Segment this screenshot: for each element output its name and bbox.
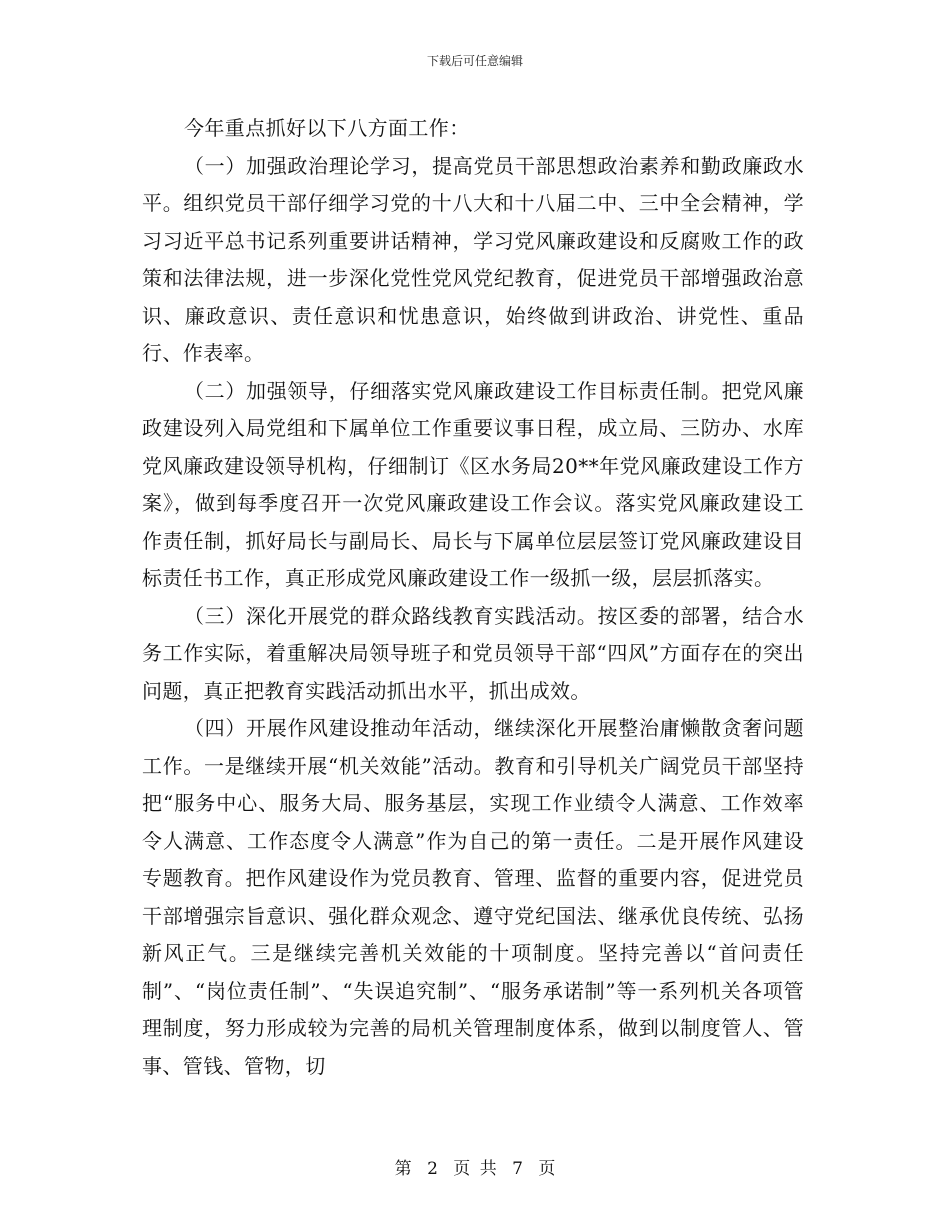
footer-prefix: 第	[394, 1159, 412, 1179]
page-footer	[0, 1154, 950, 1179]
footer-suffix: 页	[538, 1159, 556, 1179]
paragraph-4: （四）开展作风建设推动年活动，继续深化开展整治庸懒散贪奢问题工作。一是继续开展“机关效能”活动。教育和引导机关广阔党员干部坚持把“服务中心、服务大局、服务基层，实现工作业绩令人满意、工作效率令人满意、工作态度令人满意”作为自己的第一责任。二是开展作风建设专题教育。把作风建设作为党员教育、管理、监督的重要内容，促进党员干部增强宗旨意识、强化群众观念、遵守党纪国法、继承优良传统、弘扬新风正气。三是继续完善机关效能的十项制度。坚持完善以“首问责任制”、“岗位责任制”、“失误追究制”、“服务承诺制”等一系列机关各项管理制度，努力形成较为完善的局机关管理制度体系，做到以制度管人、管事、管钱、管物，切	[142, 716, 804, 1078]
footer-page-current: 2	[427, 1159, 438, 1179]
page-header: 下载后可任意编辑	[426, 54, 523, 68]
paragraph-2: （二）加强领导，仔细落实党风廉政建设工作目标责任制。把党风廉政建设列入局党组和下属单位工作重要议事日程，成立局、三防办、水库党风廉政建设领导机构，仔细制订《区水务局20**年党风廉政建设工作方案》，做到每季度召开一次党风廉政建设工作会议。落实党风廉政建设工作责任制，抓好局长与副局长、局长与下属单位层层签订党风廉政建设目标责任书工作，真正形成党风廉政建设工作一级抓一级，层层抓落实。	[142, 378, 804, 590]
paragraph-1: （一）加强政治理论学习，提高党员干部思想政治素养和勤政廉政水平。组织党员干部仔细学习党的十八大和十八届二中、三中全会精神，学习习近平总书记系列重要讲话精神，学习党风廉政建设和反腐败工作的政策和法律法规，进一步深化党性党风党纪教育，促进党员干部增强政治意识、廉政意识、责任意识和忧患意识，始终做到讲政治、讲党性、重品行、作表率。	[142, 153, 804, 365]
footer-middle: 页 共	[453, 1159, 497, 1179]
paragraph-3: （三）深化开展党的群众路线教育实践活动。按区委的部署，结合水务工作实际，着重解决局领导班子和党员领导干部“四风”方面存在的突出问题，真正把教育实践活动抓出水平，抓出成效。	[142, 603, 804, 703]
document-body	[142, 110, 804, 1085]
intro-paragraph: 今年重点抓好以下八方面工作：	[184, 116, 470, 140]
footer-page-total: 7	[512, 1159, 523, 1179]
